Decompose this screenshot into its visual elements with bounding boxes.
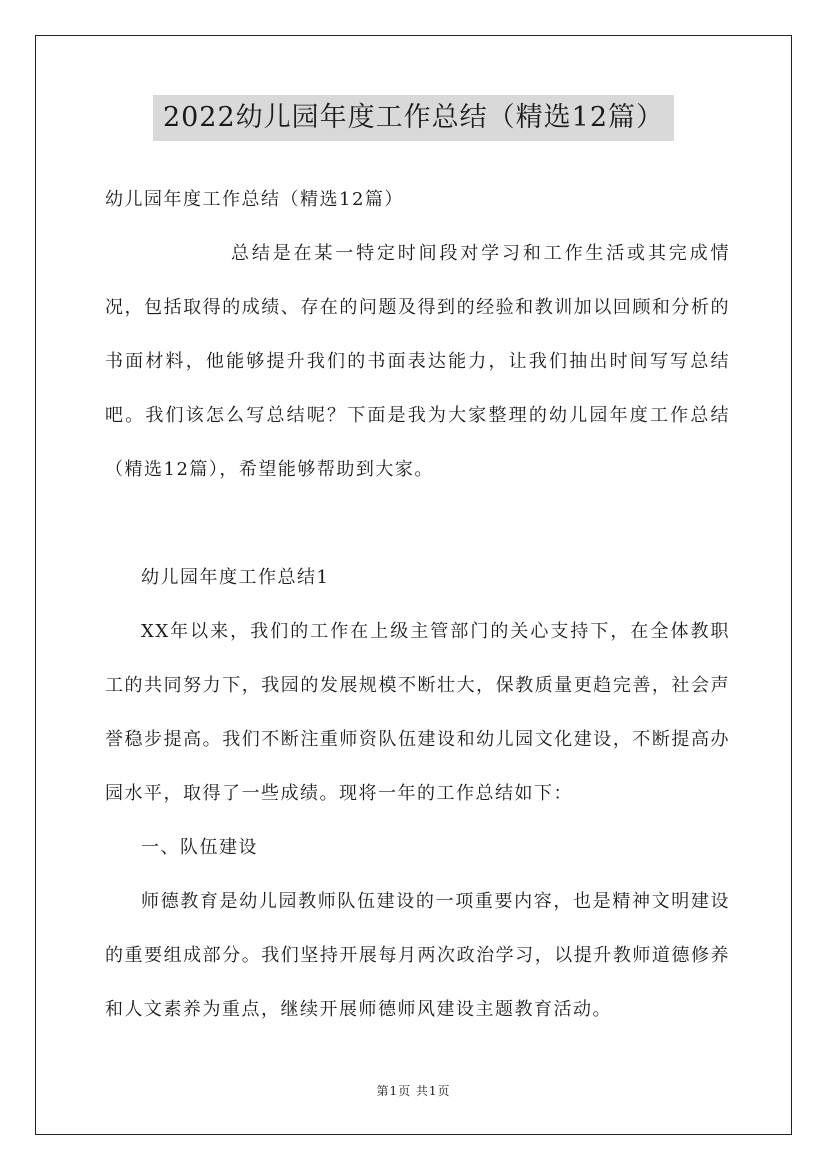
document-body xyxy=(105,173,730,1037)
document-title: 2022幼儿园年度工作总结（精选12篇） xyxy=(153,95,674,141)
intro-paragraph: 总结是在某一特定时间段对学习和工作生活或其完成情况，包括取得的成绩、存在的问题及得到的经验和教训加以回顾和分析的书面材料，他能够提升我们的书面表达能力，让我们抽出时间写写总结吧。我们该怎么写总结呢？下面是我为大家整理的幼儿园年度工作总结（精选12篇），希望能够帮助到大家。 xyxy=(105,243,730,480)
page-footer xyxy=(0,1082,827,1099)
document-subtitle: 幼儿园年度工作总结（精选12篇） xyxy=(105,189,404,210)
page-number: 第1页 共1页 xyxy=(376,1084,451,1098)
section-heading: 幼儿园年度工作总结1 xyxy=(141,567,330,588)
paragraph-spacer xyxy=(105,497,730,551)
title-block xyxy=(0,95,827,141)
subheading: 一、队伍建设 xyxy=(141,837,258,858)
body-paragraph: XX年以来，我们的工作在上级主管部门的关心支持下，在全体教职工的共同努力下，我园的发展规模不断壮大，保教质量更趋完善，社会声誉稳步提高。我们不断注重师资队伍建设和幼儿园文化建设，不断提高办园水平，取得了一些成绩。现将一年的工作总结如下： xyxy=(105,621,730,804)
body-paragraph: 师德教育是幼儿园教师队伍建设的一项重要内容，也是精神文明建设的重要组成部分。我们坚持开展每月两次政治学习，以提升教师道德修养和人文素养为重点，继续开展师德师风建设主题教育活动。 xyxy=(105,891,730,1020)
